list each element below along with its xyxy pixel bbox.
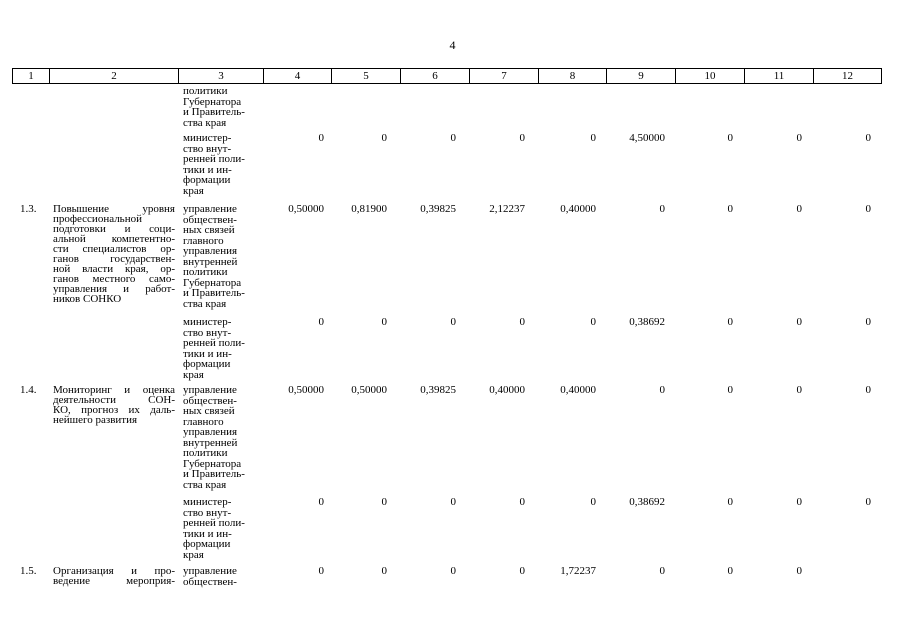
- value-cell: 0: [381, 565, 387, 577]
- executor-line: управления: [183, 426, 238, 438]
- description-line: ников СОНКО: [53, 293, 122, 305]
- description-line: Повышение уровня: [53, 203, 175, 215]
- item-number: 1.5.: [20, 565, 37, 577]
- value-cell: 0: [727, 203, 733, 215]
- value-cell: 0: [865, 132, 871, 144]
- value-cell: 0,40000: [489, 384, 525, 396]
- header-cell: 3: [179, 69, 264, 84]
- executor-line: ренней поли-: [183, 153, 245, 165]
- description-line: ведение мероприя-: [53, 575, 175, 587]
- value-cell: 0: [318, 132, 324, 144]
- executor-line: и Правитель-: [183, 106, 245, 118]
- executor-line: управление: [183, 203, 237, 215]
- value-cell: 2,12237: [489, 203, 525, 215]
- value-cell: 0: [450, 565, 456, 577]
- executor-line: края: [183, 184, 204, 197]
- value-cell: 0: [590, 496, 596, 508]
- header-cell: 2: [50, 69, 179, 84]
- executor-line: обществен-: [183, 575, 237, 588]
- value-cell: 0: [450, 496, 456, 508]
- value-cell: 0,50000: [288, 203, 324, 215]
- description-line: КО, прогноз их даль-: [53, 404, 175, 416]
- description-line: Организация и про-: [53, 565, 175, 577]
- executor-line: формации: [183, 174, 231, 186]
- executor-line: главного: [183, 234, 224, 247]
- value-cell: 0: [519, 316, 525, 328]
- value-cell: 0: [727, 384, 733, 396]
- executor-line: и Правитель-: [183, 468, 245, 480]
- value-cell: 0,38692: [629, 316, 665, 328]
- executor-line: Губернатора: [183, 457, 242, 470]
- value-cell: 0: [381, 132, 387, 144]
- executor-line: края: [183, 548, 204, 561]
- value-cell: 0: [796, 565, 802, 577]
- header-cell: 8: [539, 69, 607, 84]
- executor-line: управление: [183, 565, 237, 577]
- item-description: [53, 204, 175, 304]
- value-cell: 0: [865, 496, 871, 508]
- executor-line: тики и ин-: [183, 163, 232, 176]
- description-line: Мониторинг и оценка: [53, 384, 175, 396]
- executor-line: ство внут-: [183, 506, 232, 519]
- executor-line: ство внут-: [183, 326, 232, 339]
- header-cell: 9: [607, 69, 676, 84]
- value-cell: 0: [865, 203, 871, 215]
- description-line: альной компетентно-: [53, 233, 175, 245]
- value-cell: 0: [318, 496, 324, 508]
- executor-line: ство внут-: [183, 142, 232, 155]
- executor-cell: [183, 204, 263, 309]
- description-line: подготовки и соци-: [53, 223, 175, 235]
- value-cell: 0: [381, 496, 387, 508]
- executor-line: формации: [183, 538, 231, 550]
- executor-line: главного: [183, 415, 224, 428]
- executor-line: политики: [183, 447, 228, 459]
- value-cell: 0,40000: [560, 203, 596, 215]
- value-cell: 0: [727, 316, 733, 328]
- executor-line: тики и ин-: [183, 347, 232, 360]
- executor-line: ства края: [183, 116, 227, 129]
- value-cell: 1,72237: [560, 565, 596, 577]
- value-cell: 0: [381, 316, 387, 328]
- executor-line: внутренней: [183, 255, 238, 268]
- executor-cell: [183, 86, 263, 128]
- item-description: [53, 385, 175, 425]
- description-line: ганов государствен-: [53, 253, 175, 265]
- executor-cell: [183, 497, 263, 560]
- value-cell: 0: [865, 316, 871, 328]
- executor-line: формации: [183, 358, 231, 370]
- executor-line: ренней поли-: [183, 337, 245, 349]
- executor-cell: [183, 566, 263, 587]
- executor-line: внутренней: [183, 436, 238, 449]
- value-cell: 0: [450, 132, 456, 144]
- executor-line: обществен-: [183, 213, 237, 226]
- executor-line: ренней поли-: [183, 517, 245, 529]
- description-line: профессиональной: [53, 213, 142, 225]
- value-cell: 4,50000: [629, 132, 665, 144]
- executor-line: и Правитель-: [183, 287, 245, 299]
- value-cell: 0: [796, 384, 802, 396]
- description-line: деятельности СОН-: [53, 394, 175, 406]
- value-cell: 0: [519, 132, 525, 144]
- value-cell: 0,39825: [420, 203, 456, 215]
- value-cell: 0: [450, 316, 456, 328]
- value-cell: 0: [590, 316, 596, 328]
- executor-cell: [183, 385, 263, 490]
- executor-line: края: [183, 368, 204, 381]
- page-number: 4: [449, 38, 456, 52]
- value-cell: 0: [796, 496, 802, 508]
- executor-line: министер-: [183, 316, 232, 328]
- executor-line: ных связей: [183, 405, 235, 417]
- item-description: [53, 566, 175, 586]
- executor-cell: [183, 317, 263, 380]
- value-cell: 0: [318, 565, 324, 577]
- executor-cell: [183, 133, 263, 196]
- executor-line: министер-: [183, 132, 232, 144]
- item-number: 1.4.: [20, 384, 37, 396]
- value-cell: 0: [659, 384, 665, 396]
- executor-line: тики и ин-: [183, 527, 232, 540]
- header-cell: 1: [13, 69, 50, 84]
- value-cell: 0: [519, 496, 525, 508]
- executor-line: министер-: [183, 496, 232, 508]
- executor-line: Губернатора: [183, 276, 242, 289]
- executor-line: политики: [183, 266, 228, 278]
- value-cell: 0,50000: [288, 384, 324, 396]
- value-cell: 0: [796, 132, 802, 144]
- header-cell: 12: [814, 69, 882, 84]
- value-cell: 0: [727, 565, 733, 577]
- value-cell: 0,81900: [351, 203, 387, 215]
- value-cell: 0: [318, 316, 324, 328]
- executor-line: управления: [183, 245, 238, 257]
- executor-line: обществен-: [183, 394, 237, 407]
- value-cell: 0: [590, 132, 596, 144]
- executor-line: Губернатора: [183, 95, 242, 108]
- value-cell: 0: [865, 384, 871, 396]
- description-line: сти специалистов ор-: [53, 243, 175, 255]
- value-cell: 0: [659, 203, 665, 215]
- description-line: ной власти края, ор-: [53, 263, 175, 275]
- value-cell: 0: [796, 203, 802, 215]
- description-line: управления и работ-: [53, 283, 175, 295]
- value-cell: 0,50000: [351, 384, 387, 396]
- executor-line: ства края: [183, 297, 227, 310]
- executor-line: политики: [183, 85, 228, 97]
- value-cell: 0: [727, 496, 733, 508]
- executor-line: ных связей: [183, 224, 235, 236]
- header-cell: 6: [401, 69, 470, 84]
- description-line: ганов местного само-: [53, 273, 175, 285]
- value-cell: 0: [796, 316, 802, 328]
- header-cell: 4: [264, 69, 332, 84]
- item-number: 1.3.: [20, 203, 37, 215]
- value-cell: 0: [659, 565, 665, 577]
- value-cell: 0,39825: [420, 384, 456, 396]
- header-cell: 11: [745, 69, 814, 84]
- header-cell: 5: [332, 69, 401, 84]
- column-number-header: [12, 68, 882, 84]
- header-cell: 10: [676, 69, 745, 84]
- value-cell: 0: [519, 565, 525, 577]
- value-cell: 0: [727, 132, 733, 144]
- executor-line: ства края: [183, 478, 227, 491]
- header-cell: 7: [470, 69, 539, 84]
- description-line: нейшего развития: [53, 414, 138, 426]
- executor-line: управление: [183, 384, 237, 396]
- value-cell: 0,38692: [629, 496, 665, 508]
- value-cell: 0,40000: [560, 384, 596, 396]
